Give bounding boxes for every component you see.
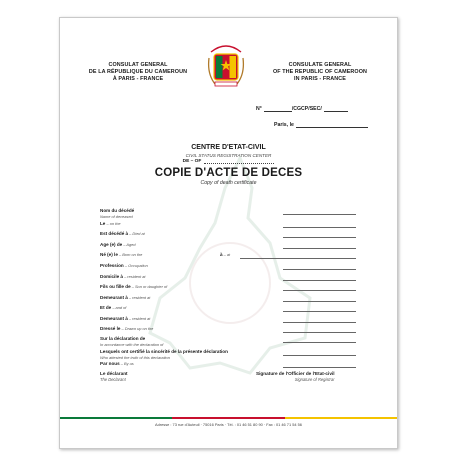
field-label-translation: – By us	[119, 361, 134, 366]
field-second-label-translation: – at	[222, 252, 231, 257]
field-label-translation: Who attested the truth of this declaration	[100, 354, 170, 360]
form-field-row	[100, 305, 356, 314]
registrar-signature	[256, 371, 335, 383]
field-label: Dressé le	[100, 326, 121, 331]
consulate-header-fr	[74, 62, 202, 83]
field-input-line[interactable]	[283, 342, 356, 343]
registry-of-label: DE – OF	[182, 159, 202, 164]
coat-of-arms-icon	[207, 40, 245, 92]
death-certificate-form	[59, 17, 398, 449]
field-label: Né (e) le	[100, 252, 118, 257]
flag-color-stripe	[60, 417, 172, 419]
field-input-line[interactable]	[283, 311, 356, 312]
field-label-translation: – on the	[105, 221, 121, 226]
registry-title: CENTRE D'ETAT-CIVIL	[191, 144, 266, 151]
flag-color-stripe	[285, 417, 397, 419]
registry-of-field[interactable]	[204, 163, 274, 164]
field-input-line[interactable]	[283, 301, 356, 302]
field-input-line[interactable]	[283, 280, 356, 281]
registry-title-translation: CIVIL STATUS REGISTRATION CENTER	[185, 153, 272, 158]
place-date-label: Paris, le	[274, 122, 294, 128]
reference-prefix: N°	[256, 106, 262, 112]
header-right-line2: OF THE REPUBLIC OF CAMEROON	[272, 69, 368, 75]
field-input-line[interactable]	[283, 367, 356, 368]
field-label: Demeurant à	[100, 316, 128, 321]
date-field[interactable]	[296, 127, 368, 128]
header-left-line2: DE LA RÉPUBLIQUE DU CAMEROUN	[88, 69, 188, 75]
field-input-line[interactable]	[283, 237, 356, 238]
field-label-translation: – Occupation	[123, 263, 148, 268]
form-field-row	[100, 263, 356, 272]
header-left-line3: À PARIS - FRANCE	[112, 76, 164, 82]
field-label-translation: – Born on the	[117, 252, 143, 257]
field-label: Fils ou fille de	[100, 284, 131, 289]
field-label-translation: – resident at	[127, 295, 151, 300]
field-label: Domicile à	[100, 274, 123, 279]
reference-number-line	[256, 106, 348, 112]
registrar-label: Signature de l'Officier de l'Etat-civil	[256, 371, 335, 376]
field-input-line[interactable]	[283, 269, 356, 270]
field-second-label-text: à	[220, 252, 223, 257]
reference-year-field[interactable]	[324, 111, 348, 112]
field-label-translation: – Son or daughter of	[130, 284, 168, 289]
field-label-translation: – Aged	[122, 242, 136, 247]
reference-number-field[interactable]	[264, 111, 292, 112]
field-input-line[interactable]	[240, 258, 356, 259]
header-left-line1: CONSULAT GENERAL	[108, 62, 168, 68]
form-field-row	[100, 361, 356, 370]
flag-color-band	[60, 417, 397, 419]
field-label: Est décédé à	[100, 231, 129, 236]
field-label: Sur la déclaration de	[100, 336, 146, 341]
field-label: Profession	[100, 263, 124, 268]
registrar-label-translation: Signature of Registrar	[294, 377, 335, 382]
field-label-translation: – Drawn up on the	[120, 326, 154, 331]
form-field-row	[100, 242, 356, 251]
field-label: Lesquels ont certifié la sincérité de la présente déclaration	[100, 349, 228, 354]
declarant-signature	[100, 371, 128, 383]
field-input-line[interactable]	[283, 290, 356, 291]
flag-color-stripe	[172, 417, 284, 419]
form-field-row	[100, 326, 356, 335]
footer-address: Adresse : 73 rue d'Auteuil · 75016 Paris · Tél. : 01 46 51 80 90 · Fax : 01 46 71 54 56	[155, 422, 302, 427]
field-label-translation: – resident at	[127, 316, 151, 321]
registry-of-line	[60, 159, 397, 164]
document-title-translation: Copy of death certificate	[200, 180, 257, 186]
field-label-translation: – Died at	[128, 231, 145, 236]
field-label-translation: Name of deceased	[100, 213, 133, 219]
form-field-row	[100, 284, 356, 293]
declarant-label-translation: The Declarant	[100, 377, 126, 382]
field-second-label	[220, 252, 230, 258]
field-label-translation: In accordance with the declaration of	[100, 341, 164, 347]
form-field-row	[100, 208, 356, 217]
field-label: Par nous	[100, 361, 120, 366]
field-label: Le	[100, 221, 106, 226]
header-right-line1: CONSULATE GENERAL	[288, 62, 352, 68]
header-right-line3: IN PARIS - FRANCE	[294, 76, 346, 82]
field-input-line[interactable]	[283, 322, 356, 323]
form-field-row	[100, 231, 356, 240]
form-field-row	[100, 221, 356, 230]
form-field-row	[100, 336, 356, 345]
field-input-line[interactable]	[283, 355, 356, 356]
form-field-row	[100, 252, 356, 261]
field-label: Et de	[100, 305, 112, 310]
field-input-line[interactable]	[283, 227, 356, 228]
field-label-translation: – resident at	[122, 274, 146, 279]
document-title: COPIE D'ACTE DE DECES	[154, 167, 303, 179]
field-label: Age (e) de	[100, 242, 123, 247]
form-field-row	[100, 274, 356, 283]
form-field-row	[100, 295, 356, 304]
declarant-label: Le déclarant	[100, 371, 128, 376]
form-field-row	[100, 316, 356, 325]
field-input-line[interactable]	[283, 214, 356, 215]
reference-suffix: /CGCP/SEC/	[291, 106, 322, 112]
field-label: Nom du décédé	[100, 208, 135, 213]
field-label-translation: – and of	[111, 305, 127, 310]
form-field-row	[100, 349, 356, 358]
field-label: Demeurant à	[100, 295, 128, 300]
place-date-line	[274, 122, 368, 128]
field-input-line[interactable]	[283, 332, 356, 333]
field-input-line[interactable]	[283, 248, 356, 249]
consulate-header-en	[256, 62, 384, 83]
